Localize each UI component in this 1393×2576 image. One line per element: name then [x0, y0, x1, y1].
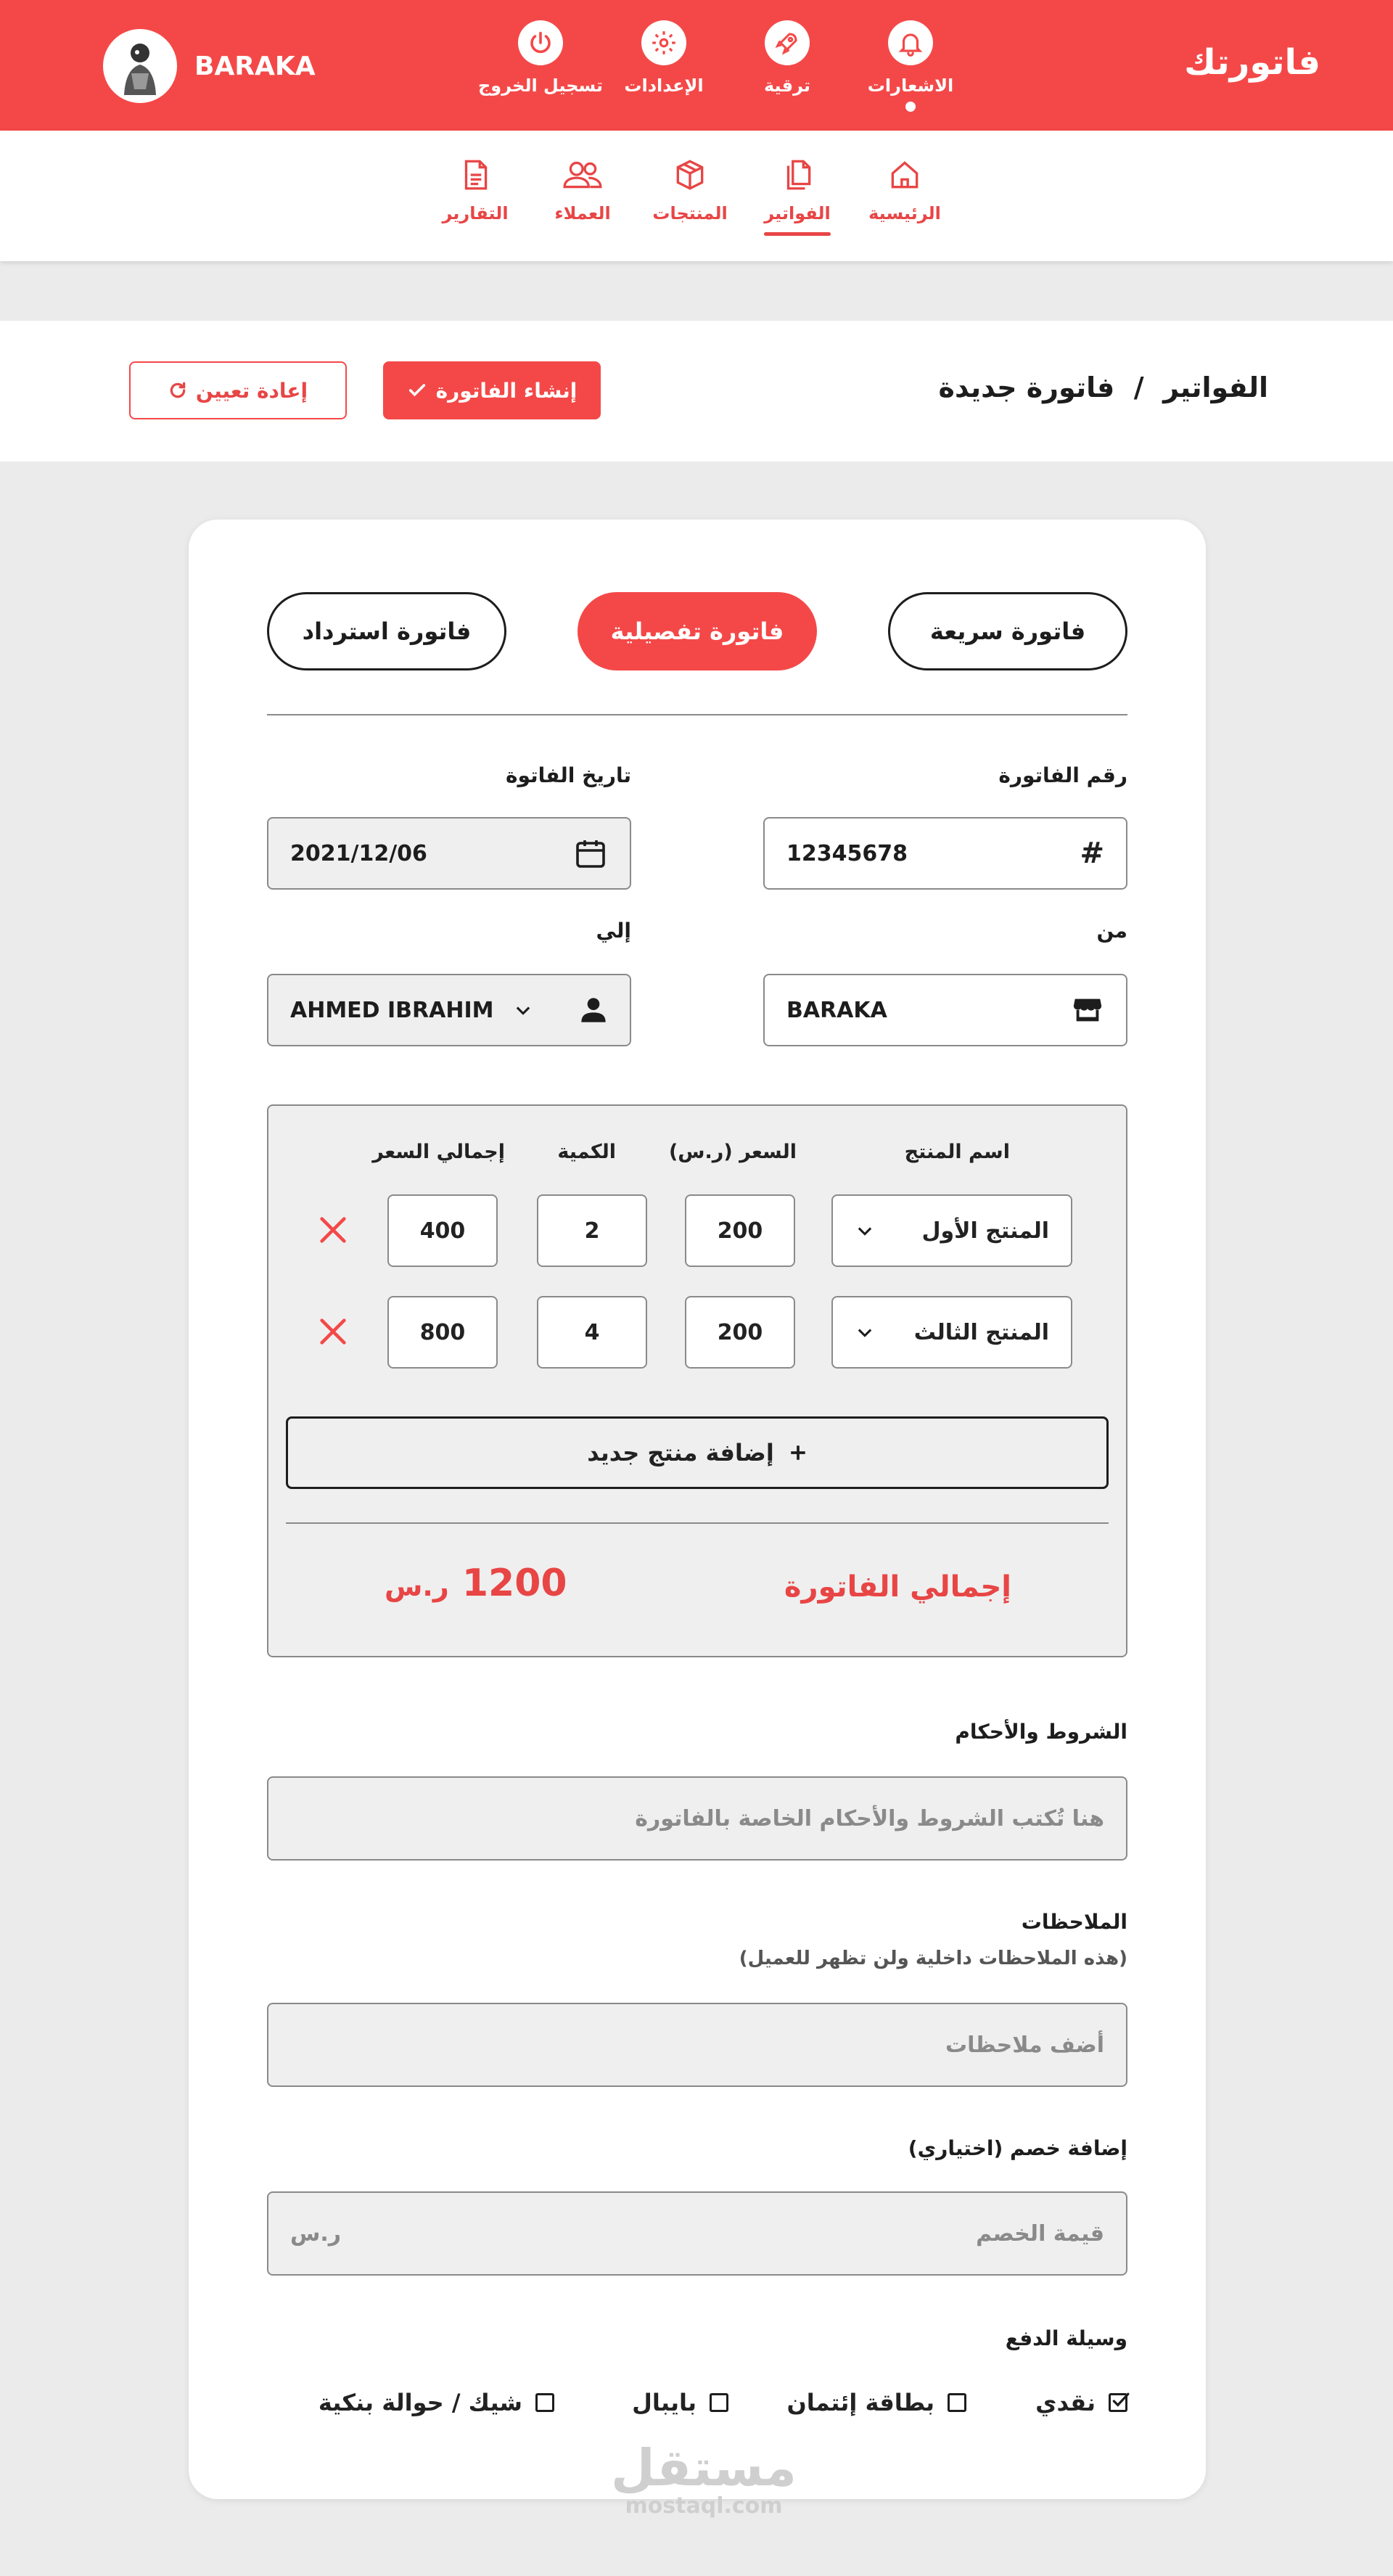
create-invoice-label: إنشاء الفاتورة — [435, 378, 578, 403]
checkbox-icon[interactable] — [535, 2393, 554, 2412]
add-product-button[interactable] — [286, 1416, 1109, 1489]
refund-invoice-button[interactable]: فاتورة استرداد — [267, 592, 506, 670]
gear-icon — [641, 20, 686, 65]
from-field[interactable] — [763, 974, 1127, 1046]
invoice-number-field[interactable] — [763, 817, 1127, 890]
reset-button[interactable] — [129, 361, 347, 419]
row-total: 800 — [387, 1296, 498, 1369]
tab-home-label: الرئيسية — [868, 203, 941, 223]
tab-invoices[interactable] — [757, 157, 837, 236]
brand-logo[interactable]: فاتورتك — [1184, 42, 1320, 83]
notes-label: الملاحظات — [1021, 1910, 1127, 1934]
breadcrumb-bar — [0, 321, 1393, 462]
checkbox-icon[interactable] — [948, 2393, 966, 2412]
watermark — [611, 2438, 797, 2519]
product-select[interactable] — [831, 1194, 1072, 1267]
from-value: BARAKA — [786, 997, 887, 1023]
hash-icon: # — [1080, 837, 1104, 870]
nav-notifications[interactable] — [863, 20, 958, 112]
payment-option-label: نقدي — [1035, 2389, 1096, 2416]
avatar[interactable] — [103, 29, 177, 103]
nav-settings-label: الإعدادات — [624, 75, 704, 96]
checkbox-checked-icon[interactable] — [1109, 2393, 1127, 2412]
top-nav — [478, 20, 958, 112]
invoice-date-field[interactable] — [267, 817, 631, 890]
breadcrumb: الفواتير / فاتورة جديدة — [938, 372, 1268, 403]
products-box — [267, 1104, 1127, 1657]
payment-option-label: بطاقة إئتمان — [786, 2389, 934, 2416]
payment-option-cheque[interactable] — [319, 2389, 554, 2416]
invoice-card — [189, 520, 1206, 2499]
terms-label: الشروط والأحكام — [955, 1720, 1127, 1744]
calendar-icon — [573, 836, 608, 871]
product-name: المنتج الأول — [921, 1218, 1049, 1244]
quantity-input[interactable]: 2 — [537, 1194, 647, 1267]
nav-settings[interactable] — [617, 20, 711, 112]
tab-home[interactable] — [865, 157, 945, 236]
nav-notifications-label: الاشعارات — [867, 75, 954, 96]
currency-label: ر.س — [385, 1570, 449, 1602]
quick-invoice-button[interactable]: فاتورة سريعة — [888, 592, 1127, 670]
notes-hint: (هذه الملاحظات داخلية ولن تظهر للعميل) — [739, 1948, 1127, 1969]
header-price: السعر (ر.س) — [668, 1141, 797, 1163]
bell-icon — [888, 20, 933, 65]
discount-label: إضافة خصم (اختياري) — [908, 2136, 1127, 2160]
box-icon — [672, 157, 708, 193]
invoice-icon — [779, 157, 815, 193]
discount-input[interactable] — [267, 2191, 1127, 2276]
detailed-invoice-button[interactable]: فاتورة تفصيلية — [578, 592, 817, 670]
store-icon — [1071, 993, 1104, 1027]
notes-input[interactable] — [267, 2003, 1127, 2087]
active-tab-underline — [764, 232, 831, 236]
top-bar — [0, 0, 1393, 131]
payment-option-cash[interactable] — [1035, 2389, 1127, 2416]
row-total: 400 — [387, 1194, 498, 1267]
watermark-arabic: مستقل — [611, 2438, 797, 2498]
invoice-total-amount: 1200 — [461, 1562, 567, 1605]
tab-products[interactable] — [650, 157, 730, 236]
to-value: AHMED IBRAHIM — [290, 997, 494, 1023]
remove-row-icon[interactable] — [316, 1315, 350, 1348]
price-input[interactable]: 200 — [685, 1194, 795, 1267]
chevron-down-icon — [855, 1322, 875, 1342]
notes-placeholder: أضف ملاحظات — [945, 2032, 1104, 2058]
invoice-date-value: 2021/12/06 — [290, 840, 427, 866]
tab-reports-label: التقارير — [442, 203, 509, 223]
watermark-url: mostaql.com — [625, 2493, 783, 2519]
user-name: BARAKA — [194, 51, 316, 81]
invoice-date-label: تاريخ الفاتوة — [506, 763, 631, 787]
reset-label: إعادة تعيين — [195, 378, 308, 403]
chevron-down-icon — [855, 1221, 875, 1241]
add-product-label: إضافة منتج جديد — [587, 1439, 774, 1467]
nav-upgrade[interactable] — [740, 20, 834, 112]
create-invoice-button[interactable] — [383, 361, 601, 419]
quantity-input[interactable]: 4 — [537, 1296, 647, 1369]
invoice-total-label: إجمالي الفاتورة — [784, 1570, 1011, 1604]
users-icon — [562, 157, 604, 193]
chevron-down-icon — [513, 1000, 533, 1020]
to-select[interactable] — [267, 974, 631, 1046]
discount-placeholder: قيمة الخصم — [976, 2220, 1104, 2247]
nav-logout-label: تسجيل الخروج — [478, 75, 603, 96]
remove-row-icon[interactable] — [316, 1213, 350, 1247]
notification-dot — [905, 102, 916, 112]
discount-currency: ر.س — [290, 2220, 342, 2247]
sub-nav — [0, 131, 1393, 261]
tab-customers-label: العملاء — [554, 203, 611, 223]
invoice-total-value — [385, 1562, 567, 1605]
payment-option-label: شيك / حوالة بنكية — [318, 2389, 522, 2416]
payment-method-label: وسيلة الدفع — [1005, 2326, 1127, 2350]
product-select[interactable] — [831, 1296, 1072, 1369]
tab-reports[interactable] — [435, 157, 515, 236]
invoice-number-label: رقم الفاتورة — [998, 763, 1127, 787]
user-icon — [579, 996, 608, 1025]
rocket-icon — [765, 20, 810, 65]
product-name: المنتج الثالث — [913, 1319, 1049, 1345]
payment-option-credit-card[interactable] — [786, 2389, 966, 2416]
tab-customers[interactable] — [543, 157, 622, 236]
invoice-number-value: 12345678 — [786, 840, 908, 866]
report-icon — [457, 157, 493, 193]
nav-logout[interactable] — [478, 20, 603, 112]
to-label: إلي — [596, 919, 631, 943]
header-quantity: الكمية — [557, 1141, 616, 1163]
from-label: من — [1096, 919, 1127, 943]
checkbox-icon[interactable] — [710, 2393, 728, 2412]
terms-placeholder: هنا تُكتب الشروط والأحكام الخاصة بالفاتورة — [635, 1805, 1104, 1831]
divider — [286, 1522, 1109, 1524]
refresh-icon — [168, 381, 187, 400]
plus-icon — [789, 1443, 808, 1462]
payment-option-label: بايبال — [632, 2389, 696, 2416]
header-total: إجمالي السعر — [372, 1141, 505, 1163]
terms-input[interactable] — [267, 1776, 1127, 1861]
user-profile[interactable] — [103, 29, 316, 103]
price-input[interactable]: 200 — [685, 1296, 795, 1369]
power-icon — [518, 20, 563, 65]
tab-products-label: المنتجات — [652, 203, 728, 223]
nav-upgrade-label: ترقية — [764, 75, 811, 96]
tab-invoices-label: الفواتير — [764, 203, 831, 223]
check-icon — [407, 380, 427, 401]
header-product-name: اسم المنتج — [904, 1141, 1010, 1163]
home-icon — [887, 157, 923, 193]
payment-option-paypal[interactable] — [632, 2389, 728, 2416]
divider — [267, 714, 1127, 715]
